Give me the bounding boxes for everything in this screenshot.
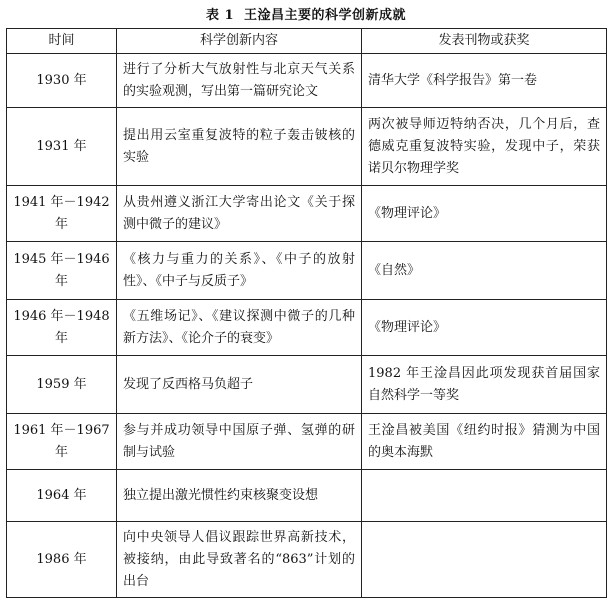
table-title: 王淦昌主要的科学创新成就 xyxy=(244,8,407,23)
publication-cell: 1982 年王淦昌因此项发现获首届国家自然科学一等奖 xyxy=(362,356,607,414)
content-cell: 进行了分析大气放射性与北京天气关系的实验观测，写出第一篇研究论文 xyxy=(117,54,362,108)
content-cell: 独立提出激光惯性约束核聚变设想 xyxy=(117,470,362,522)
table-row xyxy=(7,54,607,108)
content-cell: 《核力与重力的关系》、《中子的放射性》、《中子与反质子》 xyxy=(117,242,362,300)
table-row xyxy=(7,108,607,186)
publication-cell: 《自然》 xyxy=(362,242,607,300)
time-cell: 1946 年－1948 年 xyxy=(7,300,117,356)
table-row xyxy=(7,522,607,598)
publication-cell: 《物理评论》 xyxy=(362,186,607,242)
content-cell: 参与并成功领导中国原子弹、氢弹的研制与试验 xyxy=(117,414,362,470)
header-publication: 发表刊物或获奖 xyxy=(362,29,607,54)
header-content: 科学创新内容 xyxy=(117,29,362,54)
content-cell: 提出用云室重复波特的粒子轰击铍核的实验 xyxy=(117,108,362,186)
publication-cell xyxy=(362,470,607,522)
content-cell: 发现了反西格马负超子 xyxy=(117,356,362,414)
time-cell: 1959 年 xyxy=(7,356,117,414)
publication-cell: 两次被导师迈特纳否决，几个月后，查德威克重复波特实验，发现中子，荣获诺贝尔物理学奖 xyxy=(362,108,607,186)
time-cell: 1964 年 xyxy=(7,470,117,522)
publication-cell: 清华大学《科学报告》第一卷 xyxy=(362,54,607,108)
content-cell: 从贵州遵义浙江大学寄出论文《关于探测中微子的建议》 xyxy=(117,186,362,242)
table-row xyxy=(7,356,607,414)
table-caption xyxy=(0,4,612,23)
time-cell: 1961 年－1967 年 xyxy=(7,414,117,470)
publication-cell: 《物理评论》 xyxy=(362,300,607,356)
content-cell: 向中央领导人倡议跟踪世界高新技术，被接纳，由此导致著名的“863”计划的出台 xyxy=(117,522,362,598)
table-number: 表 1 xyxy=(205,8,235,23)
table-row xyxy=(7,242,607,300)
time-cell: 1945 年－1946 年 xyxy=(7,242,117,300)
publication-cell xyxy=(362,522,607,598)
table-row xyxy=(7,470,607,522)
table-row xyxy=(7,300,607,356)
publication-cell: 王淦昌被美国《纽约时报》猜测为中国的奥本海默 xyxy=(362,414,607,470)
content-cell: 《五维场记》、《建议探测中微子的几种新方法》、《论介子的衰变》 xyxy=(117,300,362,356)
header-row xyxy=(7,29,607,54)
achievements-table xyxy=(6,28,607,598)
table-row xyxy=(7,186,607,242)
header-time: 时间 xyxy=(7,29,117,54)
time-cell: 1930 年 xyxy=(7,54,117,108)
table-row xyxy=(7,414,607,470)
time-cell: 1941 年－1942 年 xyxy=(7,186,117,242)
time-cell: 1986 年 xyxy=(7,522,117,598)
time-cell: 1931 年 xyxy=(7,108,117,186)
